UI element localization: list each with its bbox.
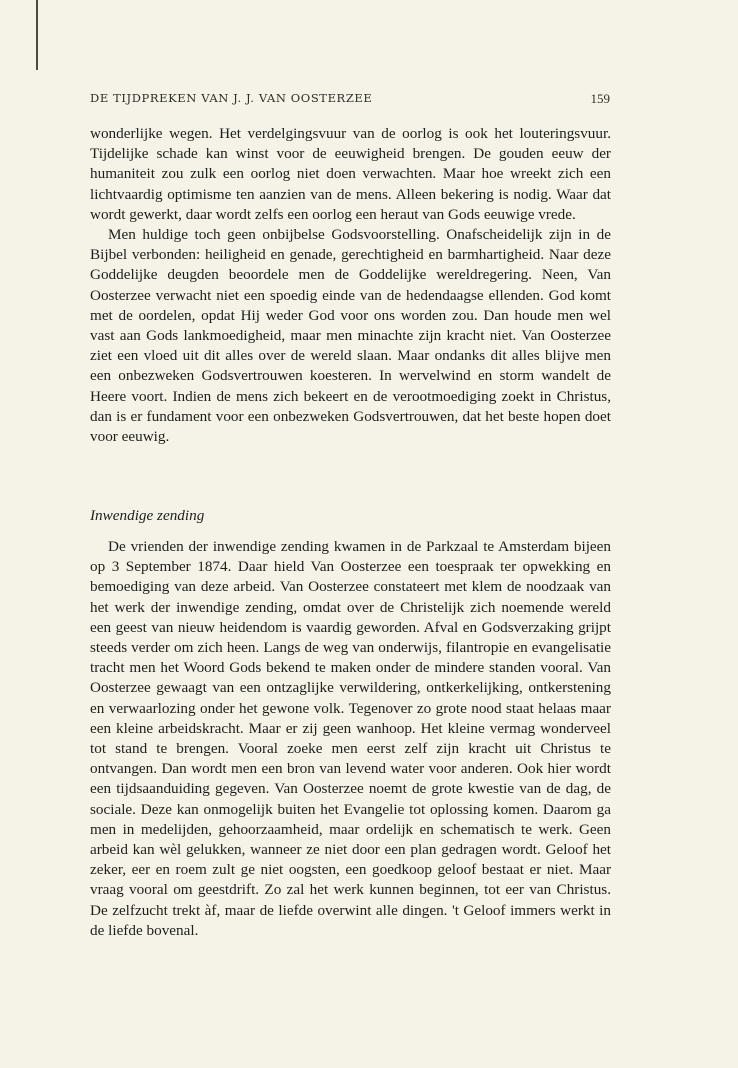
page-number: 159 (590, 91, 610, 106)
scan-edge-rule (36, 0, 38, 70)
paragraph: De vrienden der inwendige zending kwamen in de Parkzaal te Amsterdam bijeen op 3 September 1874. Daar hield Van Oosterzee een toespraak ter opwekking en bemoediging van deze arbeid. Van Oosterzee constateert met klem de noodzaak van het werk der inwendige zending, omdat over de Christelijk zich noemende wereld een geest van nieuw heidendom is vaardig geworden. Afval en Godsverzaking grijpt steeds verder om zich heen. Langs de weg van onderwijs, filantropie en evangelisatie tracht men het Woord Gods bekend te maken onder de mindere standen vooral. Van Oosterzee gewaagt van een ontzaglijke verwildering, ontkerkelijking, ontkerstening en verwaarlozing onder het gewone volk. Tegenover zo grote nood staat helaas maar een kleine arbeidskracht. Maar er zij geen wanhoop. Het kleine vermag wonderveel tot stand te brengen. Vooral zoeke men eerst zelf zijn kracht uit Christus te ontvangen. Dan wordt men een bron van levend water voor anderen. Ook hier wordt een tijdsaanduiding gegeven. Van Oosterzee noemt de grote kwestie van de dag, de sociale. Deze kan onmogelijk buiten het Evangelie tot oplossing komen. Daarom ga men in medelijden, gehoorzaamheid, maar ordelijk en schematisch te werk. Geen arbeid kan wèl gelukken, wanneer ze niet door een plan gedragen wordt. Geloof het zeker, eer en roem zult ge niet oogsten, een goedkoop geloof bestaat er niet. Maar vraag vooral om geestdrift. Zo zal het werk kunnen beginnen, tot eer van Christus. De zelfzucht trekt àf, maar de liefde overwint alle dingen. 't Geloof immers werkt in de liefde bovenal. (90, 538, 611, 939)
section-heading: Inwendige zending (90, 507, 205, 524)
running-head (90, 91, 610, 105)
running-title: DE TIJDPREKEN VAN J. J. VAN OOSTERZEE (90, 91, 373, 105)
body-section-2 (90, 537, 611, 941)
paragraph: Men huldige toch geen onbijbelse Godsvoorstelling. Onafscheidelijk zijn in de Bijbel verbonden: heiligheid en genade, gerechtigheid en barmhartigheid. Naar deze Goddelijke deugden beoordele men de Goddelijke wereldregering. Neen, Van Oosterzee verwacht niet een spoedig einde van de hedendaagse ellenden. God komt met de oordelen, opdat Hij weder God voor ons worden zou. Dan houde men wel vast aan Gods lankmoedigheid, maar men minachte zijn kracht niet. Van Oosterzee ziet een vloed uit dit alles over de wereld slaan. Maar ondanks dit alles blijve men een onbezweken Godsvertrouwen koesteren. In wervelwind en storm wandelt de Heere voort. Indien de mens zich bekeert en de verootmoediging zoekt in Christus, dan is er fundament voor een onbezweken Godsvertrouwen, dat het beste hopen doet voor eeuwig. (90, 226, 611, 446)
body-section-1 (90, 124, 611, 447)
paragraph: wonderlijke wegen. Het verdelgingsvuur van de oorlog is ook het louteringsvuur. Tijdelijke schade kan winst voor de eeuwigheid brengen. De gouden eeuw der humaniteit zou zulk een oorlog niet doen verwachten. Maar hoe wreekt zich een lichtvaardig optimisme ten aanzien van de mens. Alleen bekering is nodig. Waar dat wordt gewerkt, daar wordt zelfs een oorlog een heraut van Gods eeuwige vrede. (90, 125, 611, 223)
